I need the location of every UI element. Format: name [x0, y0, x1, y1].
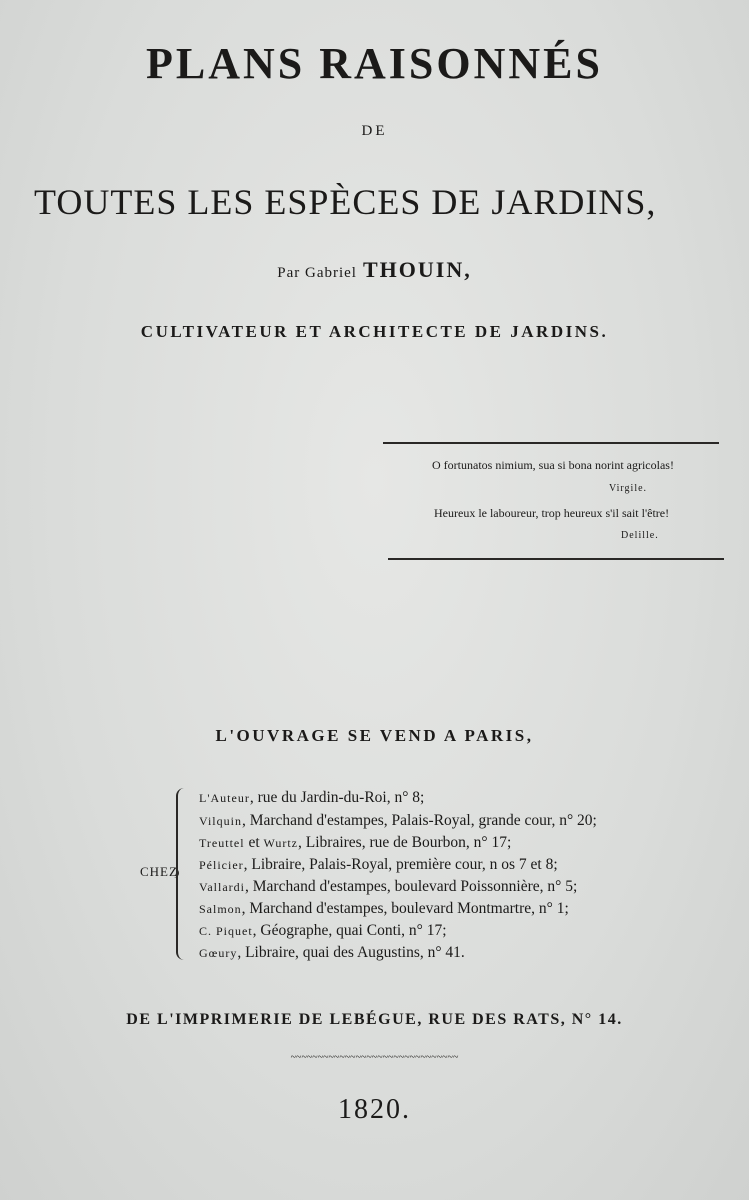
seller-name: L'Auteur — [199, 791, 250, 805]
seller-line — [199, 900, 569, 918]
title-connector: DE — [361, 123, 388, 139]
seller-line — [199, 812, 597, 830]
seller-name: Treuttel — [199, 836, 245, 850]
author-role: CULTIVATEUR ET ARCHITECTE DE JARDINS. — [140, 322, 609, 341]
seller-name: Vilquin — [199, 814, 242, 828]
author-line — [0, 257, 749, 283]
seller-line — [199, 922, 447, 940]
seller-name: Vallardi — [199, 880, 245, 894]
seller-name-2: Wurtz — [263, 836, 299, 850]
seller-name: Salmon — [199, 902, 242, 916]
seller-conjunction: et — [244, 834, 264, 851]
seller-details: , Libraire, Palais-Royal, première cour, n os 7 et 8; — [243, 856, 558, 873]
sale-heading: L'OUVRAGE SE VEND A PARIS, — [215, 726, 534, 745]
chez-label: CHEZ — [140, 864, 178, 879]
seller-line — [199, 834, 511, 852]
epigraph-top-rule — [383, 442, 719, 444]
seller-line — [199, 789, 424, 807]
title-subtitle: TOUTES LES ESPÈCES DE JARDINS, — [34, 182, 657, 222]
seller-details: , rue du Jardin-du-Roi, n° 8; — [249, 789, 425, 806]
epigraph-latin-author: Virgile. — [609, 483, 648, 494]
author-prefix: Par Gabriel — [277, 265, 357, 281]
seller-details: , Marchand d'estampes, boulevard Poissonnière, n° 5; — [245, 878, 578, 895]
epigraph-french: Heureux le laboureur, trop heureux s'il sait l'être! — [434, 506, 670, 520]
seller-details: , Marchand d'estampes, boulevard Montmartre, n° 1; — [241, 900, 569, 917]
seller-line — [199, 878, 577, 896]
seller-line — [199, 944, 465, 962]
epigraph-latin: O fortunatos nimium, sua si bona norint agricolas! — [432, 458, 674, 472]
epigraph-bottom-rule — [388, 558, 724, 560]
seller-details: , Libraires, rue de Bourbon, n° 17; — [298, 834, 512, 851]
title-main: PLANS RAISONNÉS — [146, 39, 603, 88]
publication-year: 1820. — [338, 1094, 411, 1125]
imprint-line: DE L'IMPRIMERIE DE LEBÉGUE, RUE DES RATS, N° 14. — [126, 1011, 623, 1028]
seller-name: Pélicier — [199, 858, 244, 872]
seller-details: , Géographe, quai Conti, n° 17; — [252, 922, 447, 939]
author-name: THOUIN, — [362, 257, 472, 282]
seller-line — [199, 856, 558, 874]
seller-details: , Marchand d'estampes, Palais-Royal, grande cour, n° 20; — [241, 812, 597, 829]
seller-name: C. Piquet — [199, 924, 253, 938]
epigraph-french-author: Delille. — [621, 530, 659, 541]
seller-name: Gœury — [199, 946, 238, 960]
ornament-divider: ~~~~~~~~~~~~~~~~~~~~~~~~~~~~~~~ — [290, 1052, 459, 1063]
seller-details: , Libraire, quai des Augustins, n° 41. — [237, 944, 465, 961]
